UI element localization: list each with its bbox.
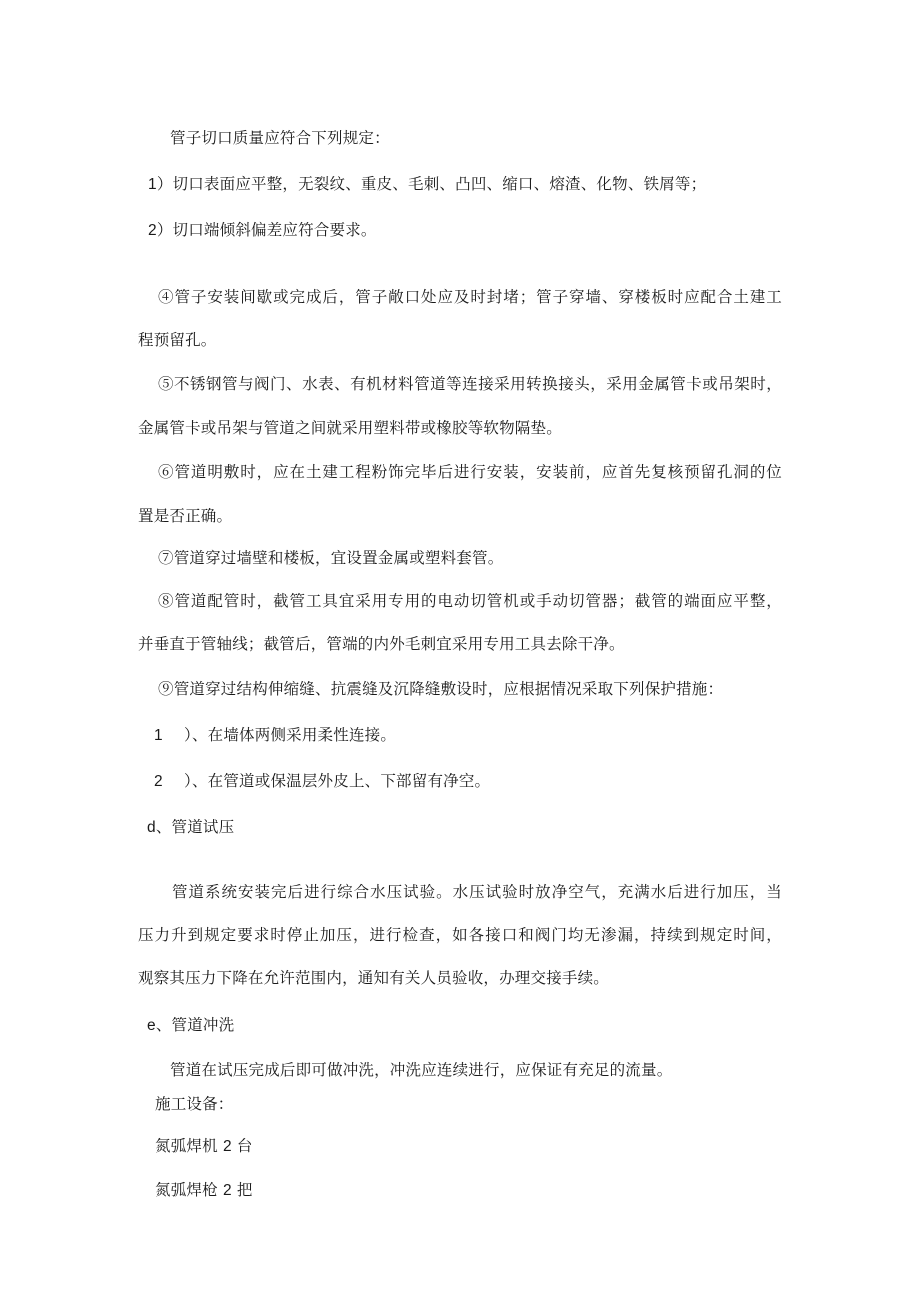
section-d-line-1: 管道系统安装完后进行综合水压试验。水压试验时放净空气，充满水后进行加压，当 [172, 883, 782, 901]
section-e-line-1: 管道在试压完成后即可做冲洗，冲洗应连续进行，应保证有充足的流量。 [170, 1061, 673, 1079]
section-d-heading [147, 817, 234, 838]
list-item [154, 771, 490, 792]
paragraph-5-line-2: 金属管卡或吊架与管道之间就采用塑料带或橡胶等软物隔垫。 [138, 419, 562, 437]
paragraph-6-line-1: ⑥管道明敷时，应在土建工程粉饰完毕后进行安装，安装前，应首先复核预留孔洞的位 [158, 463, 782, 481]
paragraph-4-line-2: 程预留孔。 [138, 331, 217, 349]
list-item-text: ）、在管道或保温层外皮上、下部留有净空。 [184, 772, 491, 790]
paragraph-4-line-1: ④管子安装间歇或完成后，管子敞口处应及时封堵；管子穿墙、穿楼板时应配合土建工 [158, 288, 782, 306]
list-item [154, 725, 396, 746]
list-item-number: 1 [154, 727, 163, 744]
equipment-item [155, 1180, 253, 1201]
equipment-heading: 施工设备： [155, 1095, 234, 1113]
section-letter: e [147, 1017, 156, 1034]
paragraph-5-line-1: ⑤不锈钢管与阀门、水表、有机材料管道等连接采用转换接头，采用金属管卡或吊架时， [158, 375, 782, 393]
list-item [148, 220, 377, 241]
paragraph-6-line-2: 置是否正确。 [138, 507, 233, 525]
paragraph-8-line-2: 并垂直于管轴线；截管后，管端的内外毛刺宜采用专用工具去除干净。 [138, 635, 625, 653]
list-item-number: 2） [148, 222, 173, 239]
equipment-name: 氮弧焊机 [155, 1137, 218, 1155]
section-title: 、管道试压 [155, 818, 235, 836]
paragraph-7: ⑦管道穿过墙壁和楼板，宜设置金属或塑料套管。 [158, 549, 504, 567]
list-item-text: 切口端倾斜偏差应符合要求。 [172, 221, 377, 239]
equipment-unit: 把 [236, 1181, 253, 1199]
section-letter: d [147, 819, 156, 836]
paragraph-9: ⑨管道穿过结构伸缩缝、抗震缝及沉降缝敷设时，应根据情况采取下列保护措施： [158, 680, 724, 698]
list-item-text: ）、在墙体两侧采用柔性连接。 [184, 726, 397, 744]
list-item-number: 1） [148, 176, 173, 193]
equipment-name: 氮弧焊枪 [155, 1181, 218, 1199]
section-d-line-3: 观察其压力下降在允许范围内，通知有关人员验收，办理交接手续。 [138, 969, 610, 987]
list-item [148, 174, 706, 195]
section-d-line-2: 压力升到规定要求时停止加压，进行检查，如各接口和阀门均无渗漏，持续到规定时间， [138, 926, 782, 944]
section-title: 、管道冲洗 [155, 1016, 235, 1034]
equipment-unit: 台 [236, 1137, 253, 1155]
list-item-number: 2 [154, 773, 163, 790]
section-e-heading [147, 1015, 234, 1036]
paragraph-8-line-1: ⑧管道配管时，截管工具宜采用专用的电动切管机或手动切管器；截管的端面应平整， [158, 592, 782, 610]
equipment-quantity: 2 [222, 1138, 232, 1155]
equipment-item [155, 1136, 253, 1157]
cut-quality-heading: 管子切口质量应符合下列规定： [170, 129, 390, 147]
list-item-text: 切口表面应平整，无裂纹、重皮、毛刺、凸凹、缩口、熔渣、化物、铁屑等； [172, 175, 707, 193]
equipment-quantity: 2 [222, 1182, 232, 1199]
